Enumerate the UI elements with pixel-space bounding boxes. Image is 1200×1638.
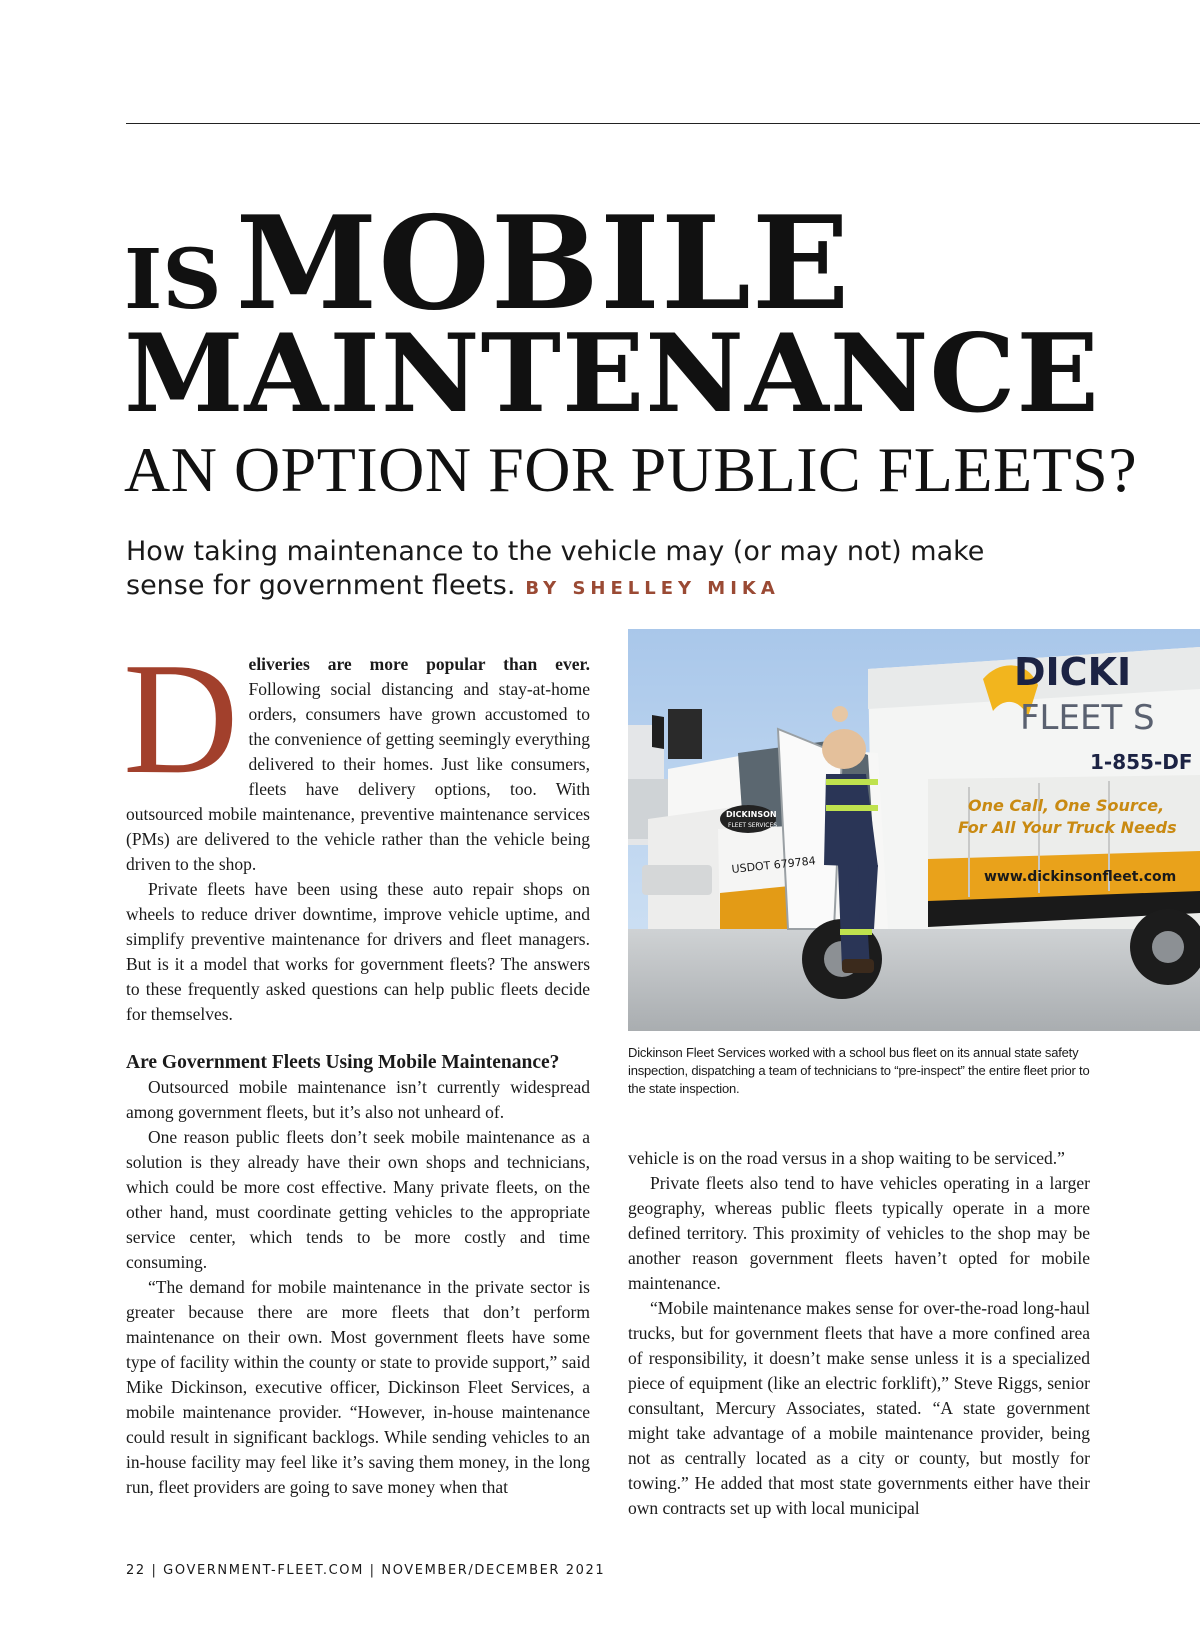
headline-line2: MAINTENANCE	[124, 311, 1100, 437]
usdot-text: USDOT 679784	[730, 854, 817, 876]
paragraph: “Mobile maintenance makes sense for over-the-road long-haul trucks, but for government fleets that have a more confined area of responsibility, it doesn’t make sense unless it is a specialized piece of equipment (like an electric forklift),” Steve Riggs, senior consultant, Mercury Associates, stated. “A state government might take advantage of a mobile maintenance provider, being not as centrally located as a city or county, but mostly for towing.” He added that most state governments either have their own contracts set up with local municipal	[628, 1298, 1090, 1518]
photo-caption: Dickinson Fleet Services worked with a school bus fleet on its annual state safety inspection, dispatching a team of technicians to “pre-inspect” the entire fleet prior to the state inspection.	[628, 1045, 1090, 1096]
truck-phone-text: 1-855-DF	[1090, 750, 1193, 774]
paragraph: One reason public fleets don’t seek mobile maintenance as a solution is they already have their own shops and technicians, which could be more cost effective. Many private fleets, on the other hand, must coordinate getting vehicles to the appropriate service center, which tends to be more costly and time consuming.	[126, 1127, 590, 1272]
byline: BY SHELLEY MIKA	[525, 578, 780, 599]
slogan-line2: For All Your Truck Needs	[958, 818, 1177, 837]
slogan-line1: One Call, One Source,	[968, 796, 1165, 815]
door-logo-line2: FLEET SERVICES	[728, 822, 778, 829]
headline-word-is: IS	[124, 232, 222, 328]
paragraph-lead	[123, 629, 590, 877]
truck-photo	[628, 629, 1200, 1031]
paragraph: vehicle is on the road versus in a shop waiting to be serviced.”	[628, 1148, 1065, 1168]
subhead: Are Government Fleets Using Mobile Maintenance?	[126, 1052, 560, 1073]
paragraph: “The demand for mobile maintenance in the private sector is greater because there are more fleets that don’t perform maintenance on their own. Most government fleets have some type of facility within the county or state to provide support,” said Mike Dickinson, executive officer, Dickinson Fleet Services, a mobile maintenance provider. “However, in-house maintenance could result in significant backlogs. While sending vehicles to an in-house facility may feel like it’s saving them money, in the long run, fleet providers are going to save money when that	[126, 1277, 590, 1497]
paragraph: Private fleets also tend to have vehicles operating in a larger geography, whereas public fleets typically operate in a more defined territory. This proximity of vehicles to the shop may be another reason government fleets haven’t opted for mobile maintenance.	[628, 1173, 1090, 1293]
dek-text: How taking maintenance to the vehicle may (or may not) make sense for government fleets.	[126, 536, 985, 601]
paragraph: Private fleets have been using these auto repair shops on wheels to reduce driver downtime, improve vehicle uptime, and simplify preventive maintenance for drivers and fleet managers. But is it a model that works for government fleets? The answers to these frequently asked questions can help public fleets decide for themselves.	[126, 879, 590, 1024]
article-column-right	[628, 1146, 1090, 1521]
lead-text: Following social distancing and stay-at-home orders, consumers have grown accustomed to the convenience of getting seemingly everything delivered to their homes. Just like consumers, fleets have delivery options, too. With outsourced mobile maintenance, preventive maintenance services (PMs) are delivered to the vehicle rather than the vehicle being driven to the shop.	[126, 679, 590, 874]
article-column-left	[123, 629, 590, 1500]
truck-brand-text: DICKI	[1014, 650, 1132, 694]
headline	[124, 189, 1184, 505]
top-rule	[126, 123, 1200, 124]
headline-line3: AN OPTION FOR PUBLIC FLEETS?	[124, 434, 1138, 505]
page-folio: 22 | GOVERNMENT-FLEET.COM | NOVEMBER/DECEMBER 2021	[126, 1563, 606, 1578]
website-text: www.dickinsonfleet.com	[984, 869, 1177, 885]
truck-illustration	[628, 629, 1200, 1031]
dek	[126, 535, 1026, 606]
truck-line2-text: FLEET S	[1020, 698, 1155, 738]
paragraph: Outsourced mobile maintenance isn’t currently widespread among government fleets, but it’s also not unheard of.	[126, 1077, 590, 1122]
headline-word-mobile: MOBILE	[235, 189, 851, 339]
drop-cap: D	[123, 629, 239, 807]
headline-line1	[124, 189, 1184, 339]
door-logo-line1: DICKINSON	[726, 810, 777, 819]
lead-bold: eliveries are more popular than ever.	[248, 654, 590, 674]
